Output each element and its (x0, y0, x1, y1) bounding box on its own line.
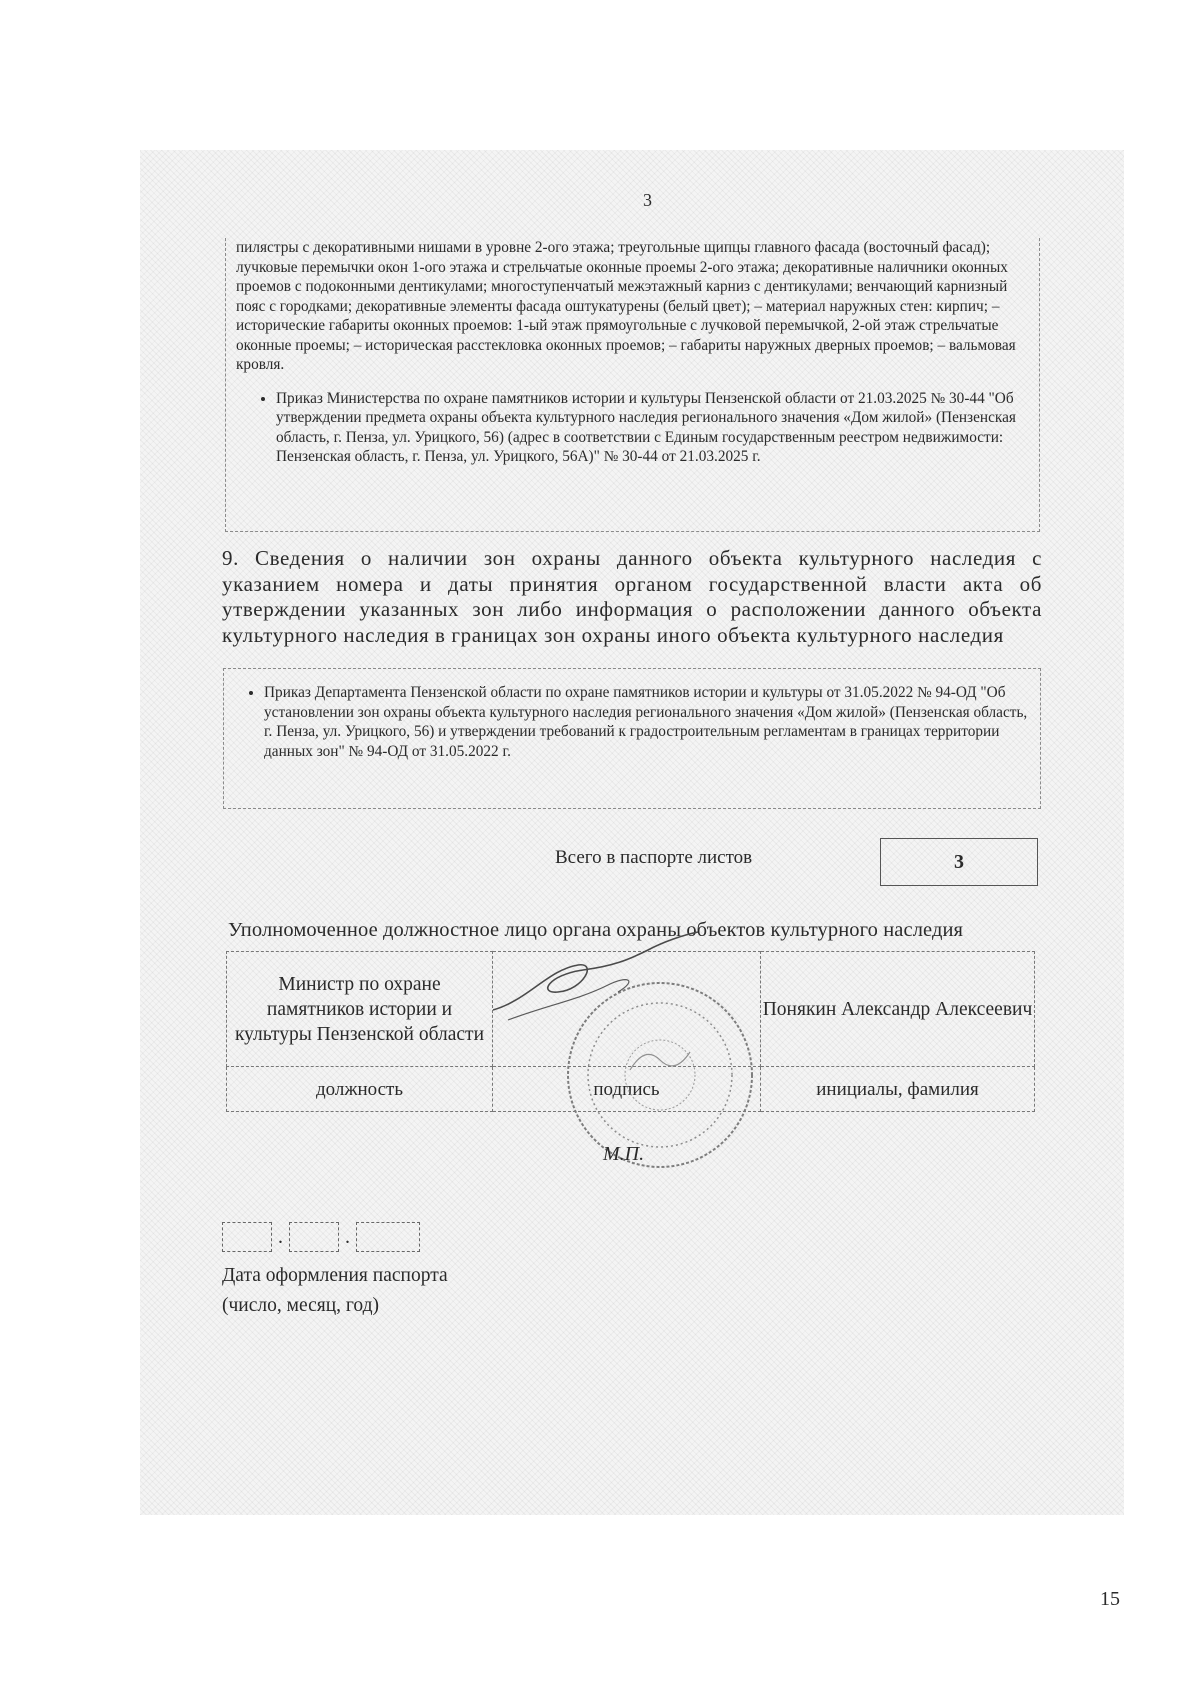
continuation-text: пилястры с декоративными нишами в уровне 2-ого этажа; треугольные щипцы главного фасада (восточный фасад); лучковые перемычки окон 1-ого этажа и стрельчатые оконные проемы 2-ого этажа; декоративные наличники оконных проемов с подоконными дентикулами; многоступенчатый межэтажный карниз с дентикулами; венчающий карнизный пояс с городками; декоративные элементы фасада оштукатурены (белый цвет); – материал наружных стен: кирпич; – исторические габариты оконных проемов: 1-ый этаж прямоугольные с лучковой перемычкой, 2-ой этаж стрельчатые оконные проемы; – историческая расстекловка оконных проемов; – габариты наружных дверных проемов; – вальмовая кровля. (236, 239, 1016, 373)
protection-zones-box (223, 668, 1041, 809)
caption-position: должность (227, 1067, 493, 1112)
object-protection-subject-box (225, 238, 1040, 532)
issue-date-field (222, 1222, 420, 1252)
date-year-box (356, 1222, 420, 1252)
total-sheets-label: Всего в паспорте листов (555, 847, 753, 868)
caption-signature: подпись (493, 1067, 761, 1112)
order-list (236, 389, 1031, 467)
official-title: Уполномоченное должностное лицо органа охраны объектов культурного наследия (228, 919, 964, 941)
date-month-box (289, 1222, 339, 1252)
position-cell: Министр по охране памятников истории и культуры Пензенской области (227, 952, 493, 1067)
total-sheets-value: 3 (880, 838, 1038, 886)
signature-scribble-icon (488, 930, 708, 1040)
date-label-line2: (число, месяц, год) (222, 1295, 380, 1316)
date-day-box (222, 1222, 272, 1252)
date-label-line1: Дата оформления паспорта (222, 1265, 448, 1286)
stamp-place-label: М.П. (603, 1143, 645, 1165)
page-folio-number: 15 (1100, 1588, 1120, 1610)
section-9-heading: 9. Сведения о наличии зон охраны данного объекта культурного наследия с указанием номера и даты принятия органом государственной власти акта об утверждении указанных зон либо информация о расположении данного объекта культурного наследия в границах зон охраны иного объекта культурного наследия (222, 546, 1042, 647)
zones-order-item: • Приказ Департамента Пензенской области по охране памятников истории и культуры от 31.05.2022 № 94-ОД "Об установлении зон охраны объекта культурного наследия регионального значения «Дом жилой» (Пензенская область, г. Пенза, ул. Урицкого, 56) и утверждении требований к градостроительным регламентам в границах территории данных зон" № 94-ОД от 31.05.2022 г. (264, 683, 1032, 761)
date-label (222, 1261, 448, 1321)
date-separator: . (278, 1225, 283, 1248)
caption-name: инициалы, фамилия (761, 1067, 1035, 1112)
zones-order-list (224, 683, 1032, 761)
order-item: • Приказ Министерства по охране памятников истории и культуры Пензенской области от 21.03.2025 № 30-44 "Об утверждении предмета охраны объекта культурного наследия регионального значения «Дом жилой» (Пензенская область, г. Пенза, ул. Урицкого, 56) (адрес в соответствии с Единым государственным реестром недвижимости: Пензенская область, г. Пенза, ул. Урицкого, 56А)" № 30-44 от 21.03.2025 г. (276, 389, 1031, 467)
date-separator: . (345, 1225, 350, 1248)
page-number-top: 3 (643, 190, 652, 210)
name-cell: Понякин Александр Алексеевич (761, 952, 1035, 1067)
